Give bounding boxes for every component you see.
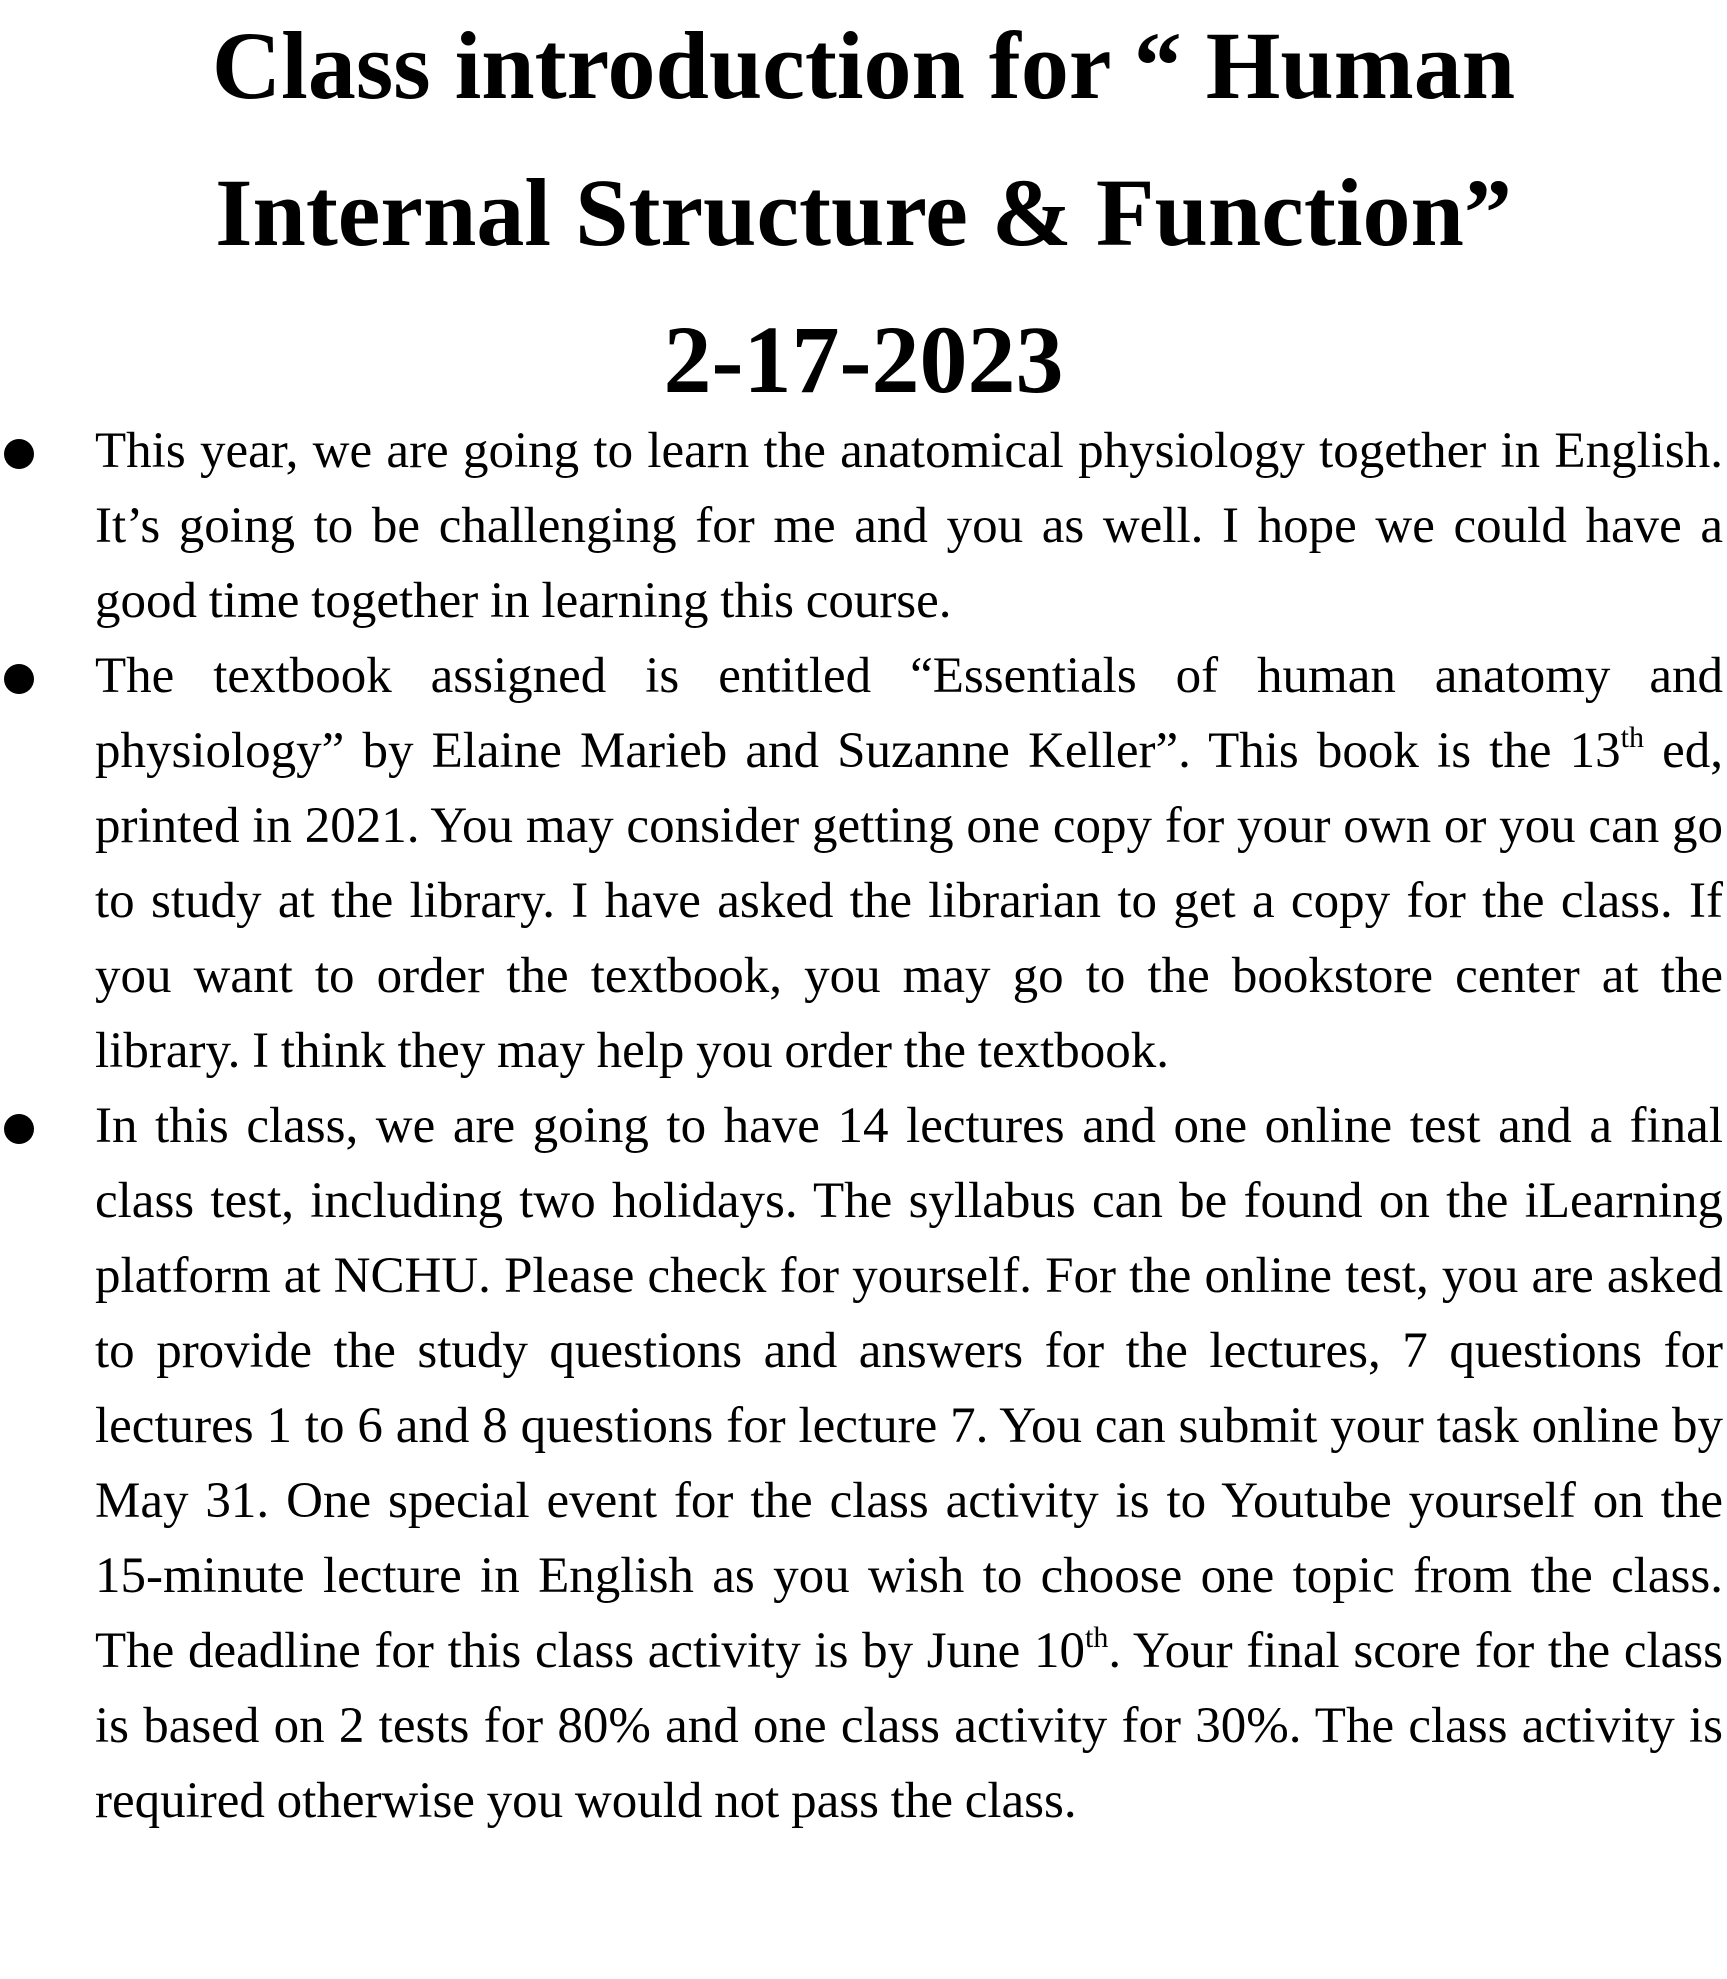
textbook-text-part-2: ed, printed in 2021. You may consider getting one copy for your own or you can go to study at the library. I have asked the librarian to get a copy for the class. If you want to order the textbook, you may go to the bookstore center at the library. I think they may help you order the textbook. <box>95 723 1723 1079</box>
bullet-dot-icon <box>4 664 34 694</box>
schedule-text-part-2: . Your final score for the class is based on 2 tests for 80% and one class activity for 30%. The class activity is required otherwise you would not pass the class. <box>95 1623 1723 1829</box>
title-line-2: Internal Structure & Function” <box>215 159 1512 266</box>
bullet-dot-icon <box>4 439 34 469</box>
title-date: 2-17-2023 <box>663 306 1064 413</box>
bullet-list <box>0 414 1727 1839</box>
bullet-text-schedule <box>95 1089 1723 1839</box>
bullet-dot-icon <box>4 1114 34 1144</box>
schedule-text-part-1: In this class, we are going to have 14 lectures and one online test and a final class test, including two holidays. The syllabus can be found on the iLearning platform at NCHU. Please check for yourself. For the online test, you are asked to provide the study questions and answers for the lectures, 7 questions for lectures 1 to 6 and 8 questions for lecture 7. You can submit your task online by May 31. One special event for the class activity is to Youtube yourself on the 15-minute lecture in English as you wish to choose one topic from the class. The deadline for this class activity is by June 10 <box>95 1098 1723 1679</box>
bullet-item-intro <box>0 414 1727 639</box>
bullet-item-schedule <box>0 1089 1727 1839</box>
deadline-superscript: th <box>1084 1621 1109 1654</box>
edition-superscript: th <box>1620 721 1644 754</box>
bullet-text-intro: This year, we are going to learn the anatomical physiology together in English. It’s going to be challenging for me and you as well. I hope we could have a good time together in learning this course. <box>95 423 1723 629</box>
textbook-text-part-1: The textbook assigned is entitled “Essentials of human anatomy and physiology” by Elaine Marieb and Suzanne Keller”. This book is the 13 <box>95 648 1723 779</box>
bullet-text-textbook <box>95 639 1723 1089</box>
title-line-1: Class introduction for “ Human <box>211 12 1516 119</box>
bullet-item-textbook <box>0 639 1727 1089</box>
document-title <box>0 0 1727 433</box>
